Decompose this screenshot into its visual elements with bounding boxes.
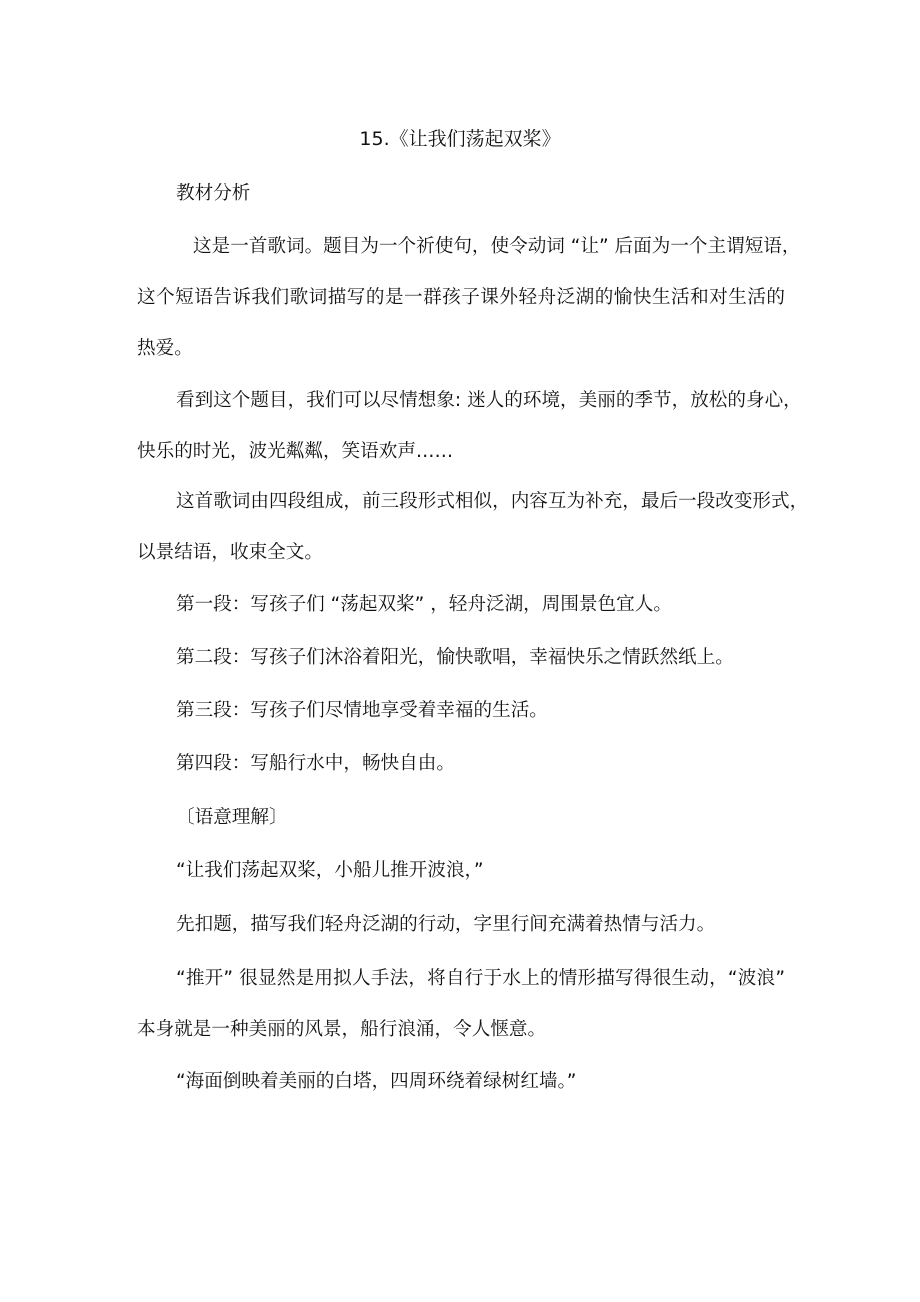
analysis-1: 先扣题，描写我们轻舟泛湖的行动，字里行间充满着热情与活力。 xyxy=(176,914,716,935)
analysis-2-line-2: 本身就是一种美丽的风景，船行浪涌，令人惬意。 xyxy=(137,1019,547,1040)
paragraph-2-line-2: 快乐的时光，波光粼粼，笑语欢声…… xyxy=(137,441,454,462)
section-3-desc: 第三段：写孩子们尽情地享受着幸福的生活。 xyxy=(176,700,548,721)
analysis-2-line-1: “推开” 很显然是用拟人手法，将自行于水上的情形描写得很生动，“波浪” xyxy=(176,968,785,989)
understanding-heading: 〔语意理解〕 xyxy=(176,807,288,828)
paragraph-1-line-2: 这个短语告诉我们歌词描写的是一群孩子课外轻舟泛湖的愉快生活和对生活的 xyxy=(137,287,785,308)
section-4-desc: 第四段：写船行水中，畅快自由。 xyxy=(176,753,455,774)
paragraph-1-line-3: 热爱。 xyxy=(137,338,193,359)
quote-1: “让我们荡起双桨，小船儿推开波浪，” xyxy=(176,860,484,881)
paragraph-1-line-1: 这是一首歌词。题目为一个祈使句，使令动词 “让” 后面为一个主谓短语， xyxy=(193,236,801,257)
paragraph-3-line-2: 以景结语，收束全文。 xyxy=(137,542,323,563)
document-title: 15.《让我们荡起双桨》 xyxy=(359,128,561,150)
quote-2: “海面倒映着美丽的白塔，四周环绕着绿树红墙。” xyxy=(176,1071,577,1092)
paragraph-3-line-1: 这首歌词由四段组成，前三段形式相似，内容互为补充，最后一段改变形式， xyxy=(176,491,809,512)
paragraph-2-line-1: 看到这个题目，我们可以尽情想象: 迷人的环境，美丽的季节，放松的身心， xyxy=(176,390,802,411)
section-1-desc: 第一段：写孩子们 “荡起双桨” ，轻舟泛湖，周围景色宜人。 xyxy=(176,594,672,615)
section-heading: 教材分析 xyxy=(176,183,251,204)
section-2-desc: 第二段：写孩子们沐浴着阳光，愉快歌唱，幸福快乐之情跃然纸上。 xyxy=(176,647,734,668)
